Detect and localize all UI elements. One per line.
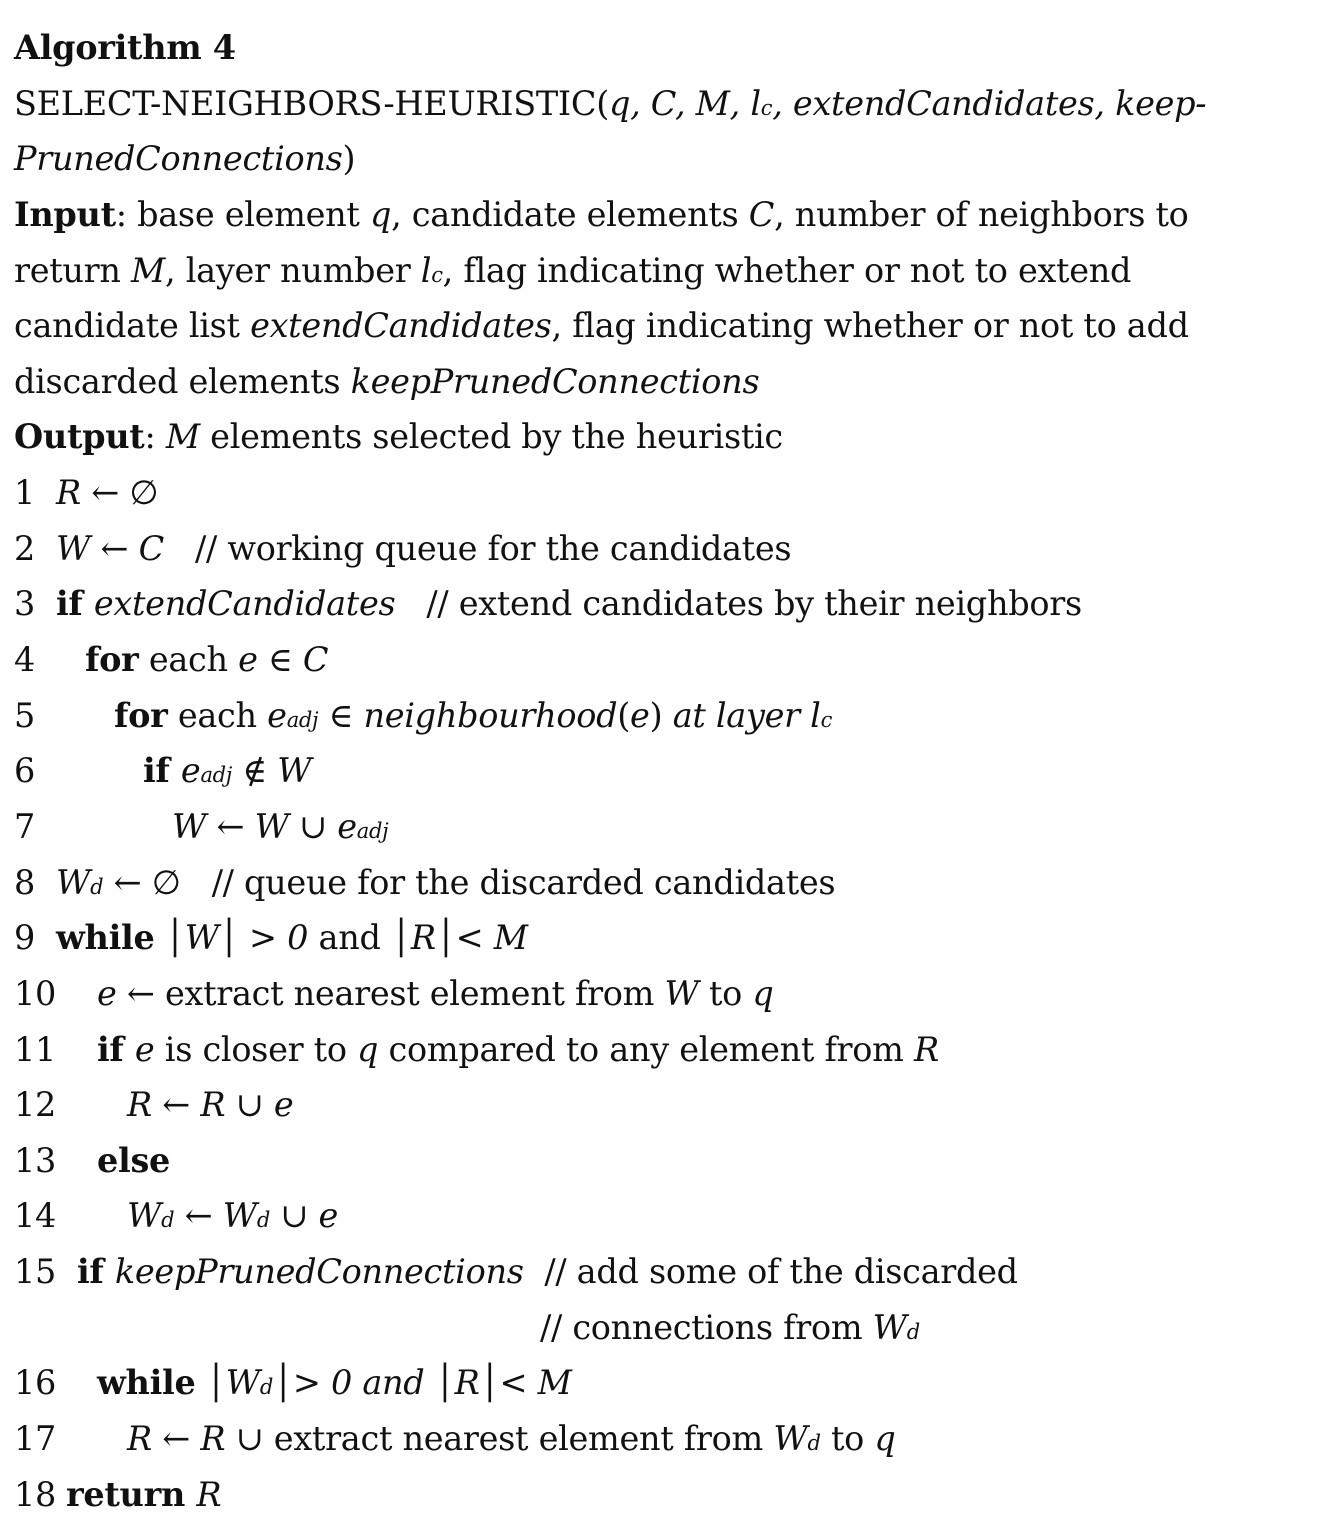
header-line (14, 76, 1324, 132)
code-content (97, 966, 774, 1022)
text-segment: q (874, 1419, 896, 1459)
code-content (56, 465, 158, 521)
text-segment: c (760, 95, 773, 120)
line-number: 7 (14, 806, 36, 846)
text-segment: ∪ extract nearest element from (225, 1419, 774, 1459)
text-segment: : base element (115, 194, 370, 234)
algorithm-block (14, 20, 1324, 1522)
text-segment: C (748, 194, 775, 234)
text-segment: // working queue for the candidates (163, 528, 792, 568)
code-content (56, 910, 528, 966)
text-segment: , flag indicating whether or not to extend (442, 250, 1132, 290)
text-segment: c (820, 707, 833, 732)
code-content (56, 521, 791, 577)
line-number: 9 (14, 918, 36, 958)
text-segment: R (913, 1029, 939, 1069)
code-line (14, 1467, 1324, 1523)
text-segment: e (238, 640, 258, 680)
text-segment: extendCandidates (250, 306, 552, 346)
text-segment: keepPrunedConnections (114, 1252, 524, 1292)
code-line (14, 1077, 1324, 1133)
text-segment: │> (272, 1363, 331, 1403)
text-segment: q (752, 973, 774, 1013)
code-content (97, 1355, 572, 1416)
text-segment: W (225, 1363, 260, 1403)
text-segment: ← (206, 806, 255, 846)
text-segment: W (56, 862, 91, 902)
header-line (14, 409, 1324, 465)
text-segment: │< (435, 918, 494, 958)
text-segment: ∈ (257, 640, 303, 680)
text-segment: if (77, 1252, 115, 1292)
text-segment: d (807, 1431, 821, 1456)
code-line (14, 632, 1324, 688)
line-number: 8 (14, 862, 36, 902)
text-segment: Input (14, 194, 116, 234)
text-segment: is closer to (154, 1029, 358, 1069)
text-segment: , number of neighbors to (774, 194, 1189, 234)
text-segment: W (664, 973, 699, 1013)
text-segment: extendCandidates (93, 584, 396, 624)
text-segment: R (200, 1419, 226, 1459)
text-segment: l (420, 250, 432, 290)
header-line (14, 354, 1324, 410)
text-segment: e (273, 1085, 294, 1125)
text-segment: W (872, 1307, 907, 1347)
code-line (14, 1411, 1324, 1467)
code-line (14, 576, 1324, 632)
text-segment: c (431, 262, 443, 287)
header-line (14, 131, 1324, 187)
code-line (14, 743, 1324, 799)
text-segment: d (906, 1319, 920, 1344)
code-content (85, 632, 328, 688)
text-segment: , extendCandidates, keep- (772, 83, 1207, 123)
text-segment: neighbourhood (363, 695, 618, 735)
line-number: 11 (14, 1029, 57, 1069)
text-segment: // connections from (540, 1307, 873, 1347)
text-segment: else (97, 1140, 171, 1180)
text-segment: │ (195, 1363, 226, 1403)
code-content (66, 1467, 221, 1523)
text-segment: if (97, 1029, 135, 1069)
text-segment: e (337, 806, 357, 846)
code-line (14, 521, 1324, 577)
line-number: 15 (14, 1252, 57, 1292)
text-segment: │< (479, 1363, 538, 1403)
line-number: 12 (14, 1085, 57, 1125)
text-segment: q, C, M, l (608, 83, 761, 123)
text-segment: R (410, 918, 436, 958)
text-segment: adj (286, 707, 319, 732)
text-segment: e (97, 973, 117, 1013)
code-content (127, 1411, 896, 1472)
line-number: 14 (14, 1196, 57, 1236)
code-content (56, 855, 835, 916)
text-segment: to (698, 973, 753, 1013)
line-number: 4 (14, 640, 36, 680)
line-number: 3 (14, 584, 36, 624)
text-segment: ) (342, 139, 356, 179)
text-segment: ∪ (270, 1196, 319, 1236)
text-segment: ← ∅ (80, 473, 159, 513)
code-line (14, 465, 1324, 521)
code-line (14, 688, 1324, 744)
text-segment: ( (617, 695, 631, 735)
text-segment: │ (424, 1363, 455, 1403)
line-number: 17 (14, 1419, 57, 1459)
text-segment: R (200, 1085, 226, 1125)
text-segment: ∉ (232, 751, 278, 791)
text-segment: candidate list (14, 306, 251, 346)
code-content (143, 743, 311, 804)
text-segment: R (454, 1363, 480, 1403)
text-segment: and │ (308, 918, 411, 958)
text-segment: PrunedConnections (14, 139, 343, 179)
text-segment: ∈ (318, 695, 364, 735)
algorithm-header (14, 20, 1324, 465)
text-segment: keepPrunedConnections (350, 361, 760, 401)
text-segment: , layer number (165, 250, 421, 290)
text-segment: return (66, 1474, 197, 1514)
text-segment: M (131, 250, 166, 290)
code-content (97, 1133, 170, 1189)
text-segment: each (167, 695, 268, 735)
text-segment: to (820, 1419, 875, 1459)
text-segment: d (259, 1375, 273, 1400)
text-segment: e (267, 695, 287, 735)
algorithm-body (14, 465, 1324, 1522)
text-segment: ← ∅ // queue for the discarded candidates (103, 862, 836, 902)
text-segment: if (143, 751, 181, 791)
text-segment: d (90, 874, 104, 899)
text-segment: W (773, 1419, 808, 1459)
code-content (97, 1022, 939, 1078)
code-line (14, 1022, 1324, 1078)
text-segment: e (630, 695, 650, 735)
code-line (14, 910, 1324, 966)
text-segment: q (369, 194, 392, 234)
code-content (127, 1077, 293, 1133)
text-segment: R (127, 1085, 152, 1125)
text-segment: ) (649, 695, 673, 735)
text-segment: W (127, 1196, 162, 1236)
code-content (172, 799, 388, 860)
text-segment: W (254, 806, 289, 846)
code-line (14, 1355, 1324, 1411)
text-segment: ← (151, 1419, 201, 1459)
line-number: 5 (14, 695, 36, 735)
text-segment: elements selected by the heuristic (199, 417, 783, 457)
line-number: 13 (14, 1140, 57, 1180)
text-segment: q (357, 1029, 379, 1069)
text-segment: W (222, 1196, 257, 1236)
code-line (14, 1300, 1324, 1356)
header-line (14, 187, 1324, 243)
code-content (127, 1188, 338, 1249)
text-segment: R (196, 1474, 222, 1514)
text-segment: R (56, 473, 81, 513)
text-segment: W (56, 528, 91, 568)
text-segment: C (138, 528, 164, 568)
text-segment: while (56, 918, 155, 958)
text-segment: R (127, 1419, 152, 1459)
text-segment: d (256, 1208, 271, 1233)
code-line (14, 799, 1324, 855)
text-segment: SELECT-NEIGHBORS-HEURISTIC( (14, 83, 609, 123)
text-segment: W (184, 918, 219, 958)
text-segment: M (165, 417, 200, 457)
text-segment: each (138, 640, 239, 680)
line-number: 10 (14, 973, 57, 1013)
text-segment: , flag indicating whether or not to add (551, 306, 1189, 346)
text-segment: at layer l (672, 695, 821, 735)
code-line (14, 1133, 1324, 1189)
comment-continuation (540, 1300, 920, 1361)
text-segment: ← (90, 528, 139, 568)
text-segment: compared to any element from (378, 1029, 914, 1069)
text-segment: if (56, 584, 94, 624)
text-segment: e (180, 751, 201, 791)
text-segment: Output (14, 417, 145, 457)
header-line (14, 298, 1324, 354)
text-segment: 0 (287, 918, 309, 958)
algorithm-title (14, 20, 1324, 76)
text-segment: M (537, 1363, 572, 1403)
header-line (14, 243, 1324, 299)
text-segment: ← extract nearest element from (116, 973, 665, 1013)
text-segment: W (277, 751, 312, 791)
text-segment: ∪ (225, 1085, 274, 1125)
line-number: 16 (14, 1363, 57, 1403)
code-line (14, 966, 1324, 1022)
text-segment: e (134, 1029, 155, 1069)
code-line (14, 1188, 1324, 1244)
text-segment: ← (151, 1085, 201, 1125)
text-segment: M (493, 918, 528, 958)
line-number: 18 (14, 1474, 57, 1514)
text-segment: W (172, 806, 207, 846)
text-segment: │ > (218, 918, 288, 958)
text-segment: // extend candidates by their neighbors (395, 584, 1082, 624)
text-segment: d (161, 1208, 175, 1233)
code-line (14, 855, 1324, 911)
text-segment: // add some of the discarded (523, 1252, 1018, 1292)
code-content (114, 688, 832, 749)
text-segment: adj (356, 818, 389, 843)
text-segment: ∪ (288, 806, 338, 846)
text-segment: 0 and (330, 1363, 425, 1403)
text-segment: while (97, 1363, 196, 1403)
code-content (56, 576, 1082, 632)
text-segment: Algorithm 4 (14, 28, 236, 67)
text-segment: , candidate elements (391, 194, 749, 234)
text-segment: e (318, 1196, 339, 1236)
code-content (77, 1244, 1018, 1300)
text-segment: return (14, 250, 132, 290)
text-segment: discarded elements (14, 361, 351, 401)
text-segment: for (85, 640, 139, 680)
line-number: 2 (14, 528, 36, 568)
line-number: 6 (14, 751, 36, 791)
text-segment: C (302, 640, 329, 680)
text-segment: for (114, 695, 168, 735)
text-segment: │ (154, 918, 185, 958)
line-number: 1 (14, 473, 36, 513)
code-line (14, 1244, 1324, 1300)
text-segment: : (144, 417, 166, 457)
text-segment: adj (200, 763, 233, 788)
text-segment: ← (174, 1196, 223, 1236)
